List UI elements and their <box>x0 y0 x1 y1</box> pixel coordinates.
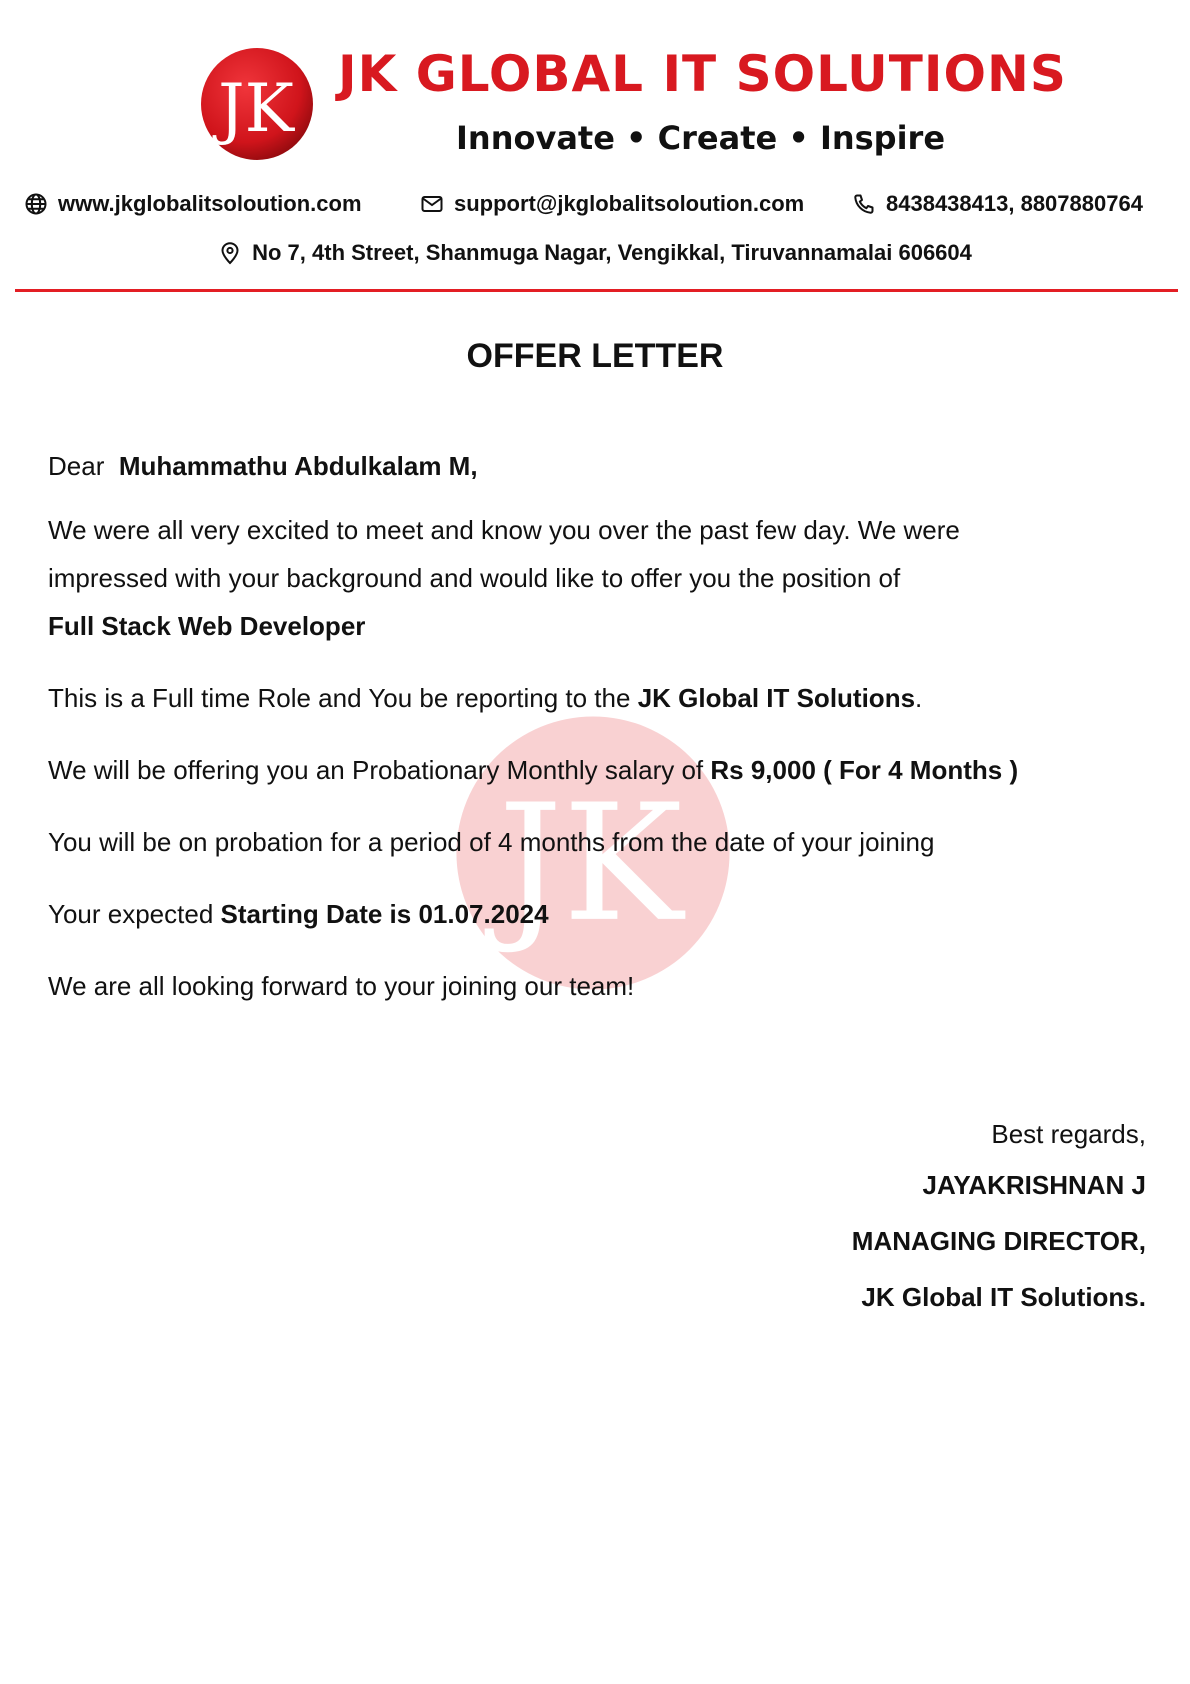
role-end: . <box>915 683 923 713</box>
company-logo <box>200 47 314 161</box>
address-row <box>0 235 1190 271</box>
mail-icon <box>420 192 444 216</box>
start-date-value: Starting Date is 01.07.2024 <box>220 899 549 929</box>
watermark-lettering: JK <box>498 769 683 957</box>
email-contact <box>420 186 804 222</box>
recipient-name: Muhammathu Abdulkalam M, <box>118 451 478 481</box>
contact-row <box>0 186 1190 222</box>
signatory-company: JK Global IT Solutions. <box>861 1282 1146 1312</box>
position-title: Full Stack Web Developer <box>48 611 366 641</box>
salutation-line <box>48 442 1148 490</box>
signatory-name: JAYAKRISHNAN J <box>922 1170 1146 1200</box>
website-text[interactable]: www.jkglobalitsoloution.com <box>58 191 362 216</box>
intro-paragraph <box>48 506 1148 650</box>
closing-paragraph: We are all looking forward to your joining our team! <box>48 971 635 1001</box>
salutation: Dear <box>48 451 105 481</box>
header-divider <box>15 289 1178 292</box>
letterhead <box>0 0 1190 300</box>
start-text: Your expected <box>48 899 214 929</box>
email-text[interactable]: support@jkglobalitsoloution.com <box>454 191 805 216</box>
role-text: This is a Full time Role and You be reporting to the <box>48 683 631 713</box>
phone-text[interactable]: 8438438413, 8807880764 <box>886 191 1143 216</box>
phone-icon <box>852 192 876 216</box>
website-contact <box>24 186 362 222</box>
salary-value: Rs 9,000 ( For 4 Months ) <box>710 755 1019 785</box>
signatory-title: MANAGING DIRECTOR, <box>851 1226 1146 1256</box>
intro-line-1: We were all very excited to meet and know you over the past few day. We were <box>48 515 960 545</box>
company-tagline: Innovate • Create • Inspire <box>456 119 946 157</box>
salary-text: We will be offering you an Probationary Monthly salary of <box>48 755 704 785</box>
phone-contact <box>852 186 1143 222</box>
location-pin-icon <box>218 241 242 265</box>
probation-paragraph: You will be on probation for a period of 4 months from the date of your joining <box>48 827 935 857</box>
role-paragraph <box>48 674 1148 722</box>
role-organization: JK Global IT Solutions <box>637 683 916 713</box>
company-name: JK GLOBAL IT SOLUTIONS <box>338 45 1067 103</box>
intro-line-2: impressed with your background and would like to offer you the position of <box>48 563 901 593</box>
start-date-paragraph <box>48 890 1148 938</box>
logo-lettering: JK <box>218 70 294 147</box>
globe-icon <box>24 192 48 216</box>
salary-paragraph <box>48 746 1148 794</box>
letter-title: OFFER LETTER <box>466 337 724 375</box>
closing-regards: Best regards, <box>991 1119 1146 1149</box>
address-text: No 7, 4th Street, Shanmuga Nagar, Vengikkal, Tiruvannamalai 606604 <box>252 240 972 265</box>
